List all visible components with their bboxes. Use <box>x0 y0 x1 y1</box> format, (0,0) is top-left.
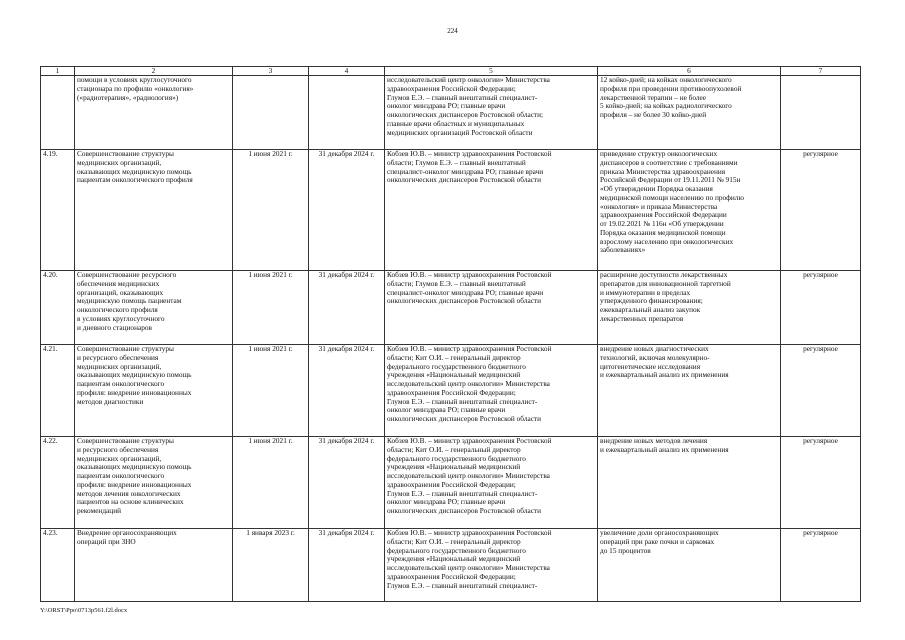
column-number: 6 <box>598 67 781 76</box>
document-path: Y:\ORST\Ppo\0713p561.f2l.docx <box>40 607 128 614</box>
start-date: 1 июня 2021 г. <box>233 271 309 345</box>
table-row <box>41 345 861 437</box>
table-row <box>41 76 861 150</box>
responsible: исследовательский центр онкологии» Министерства здравоохранения Российской Федерации; Глумов Е.Э. – главный внештатный специалист- онколог минздрава РО; главные врачи онкологических диспансеров Ростовской области; главные врачи областных и муниципальных медицинских организаций Ростовской области <box>385 76 598 150</box>
measure-title: Совершенствование структуры и ресурсного обеспечения медицинских организаций, оказывающих медицинскую помощь пациентам онкологического профиля: внедрение инновационных методов диагностики <box>75 345 233 437</box>
measure-title: Совершенствование структуры и ресурсного обеспечения медицинских организаций, оказывающих медицинскую помощь пациентам онкологического профиля: внедрение инновационных методов лечения онкологических пациентов на основе клинических рекомендаций <box>75 437 233 529</box>
expected-result: внедрение новых методов лечения и ежеквартальный анализ их применения <box>598 437 781 529</box>
page-number: 224 <box>447 27 458 35</box>
item-number <box>41 76 75 150</box>
column-number-row <box>41 67 861 76</box>
expected-result: приведение структур онкологических диспансеров в соответствие с требованиями приказа Министерства здравоохранения Российской Федерации от 19.11.2011 № 915н «Об утверждении Порядка оказания медицинской помощи населению по профилю «онкология» и приказа Министерства здравоохранения Российской Федерации от 19.02.2021 № 116н «Об утверждении Порядка оказания медицинской помощи взрослому населению при онкологических заболеваниях» <box>598 150 781 271</box>
measures-table <box>40 66 861 602</box>
expected-result: расширение доступности лекарственных препаратов для инновационной таргетной и иммунотерапии в пределах утвержденного финансирования; ежеквартальный анализ закупок лекарственных препаратов <box>598 271 781 345</box>
end-date: 31 декабря 2024 г. <box>309 150 385 271</box>
start-date: 1 июня 2021 г. <box>233 345 309 437</box>
responsible: Кобзев Ю.В. – министр здравоохранения Ростовской области; Кит О.И. – генеральный директор федерального государственного бюджетного учреждения «Национальный медицинский исследовательский центр онкологии» Министерства здравоохранения Российской Федерации; Глумов Е.Э. – главный внештатный специалист- <box>385 529 598 602</box>
start-date: 1 июня 2021 г. <box>233 437 309 529</box>
table-row <box>41 271 861 345</box>
expected-result: внедрение новых диагностических технологий, включая молекулярно- цитогенетические исследования и ежеквартальный анализ их применения <box>598 345 781 437</box>
end-date <box>309 76 385 150</box>
column-number: 1 <box>41 67 75 76</box>
column-number: 5 <box>385 67 598 76</box>
measure-title: Внедрение органосохраняющих операций при ЗНО <box>75 529 233 602</box>
column-number: 3 <box>233 67 309 76</box>
measure-title: Совершенствование ресурсного обеспечения медицинских организаций, оказывающих медицинскую помощь пациентам онкологического профиля в условиях круглосуточного и дневного стационаров <box>75 271 233 345</box>
item-number: 4.23. <box>41 529 75 602</box>
column-number: 4 <box>309 67 385 76</box>
start-date: 1 июня 2021 г. <box>233 150 309 271</box>
responsible: Кобзев Ю.В. – министр здравоохранения Ростовской области; Глумов Е.Э. – главный внештатный специалист-онколог минздрава РО; главные врачи онкологических диспансеров Ростовской области <box>385 271 598 345</box>
expected-result: увеличение доли органосохраняющих операций при раке почки и саркомах до 15 процентов <box>598 529 781 602</box>
periodicity: регулярное <box>781 271 861 345</box>
item-number: 4.20. <box>41 271 75 345</box>
table-row <box>41 150 861 271</box>
start-date: 1 января 2023 г. <box>233 529 309 602</box>
periodicity: регулярное <box>781 529 861 602</box>
periodicity <box>781 76 861 150</box>
column-number: 7 <box>781 67 861 76</box>
table-row <box>41 529 861 602</box>
column-number: 2 <box>75 67 233 76</box>
measure-title: помощи в условиях круглосуточного стационара по профилю «онкология» («радиотерапия», «радиология») <box>75 76 233 150</box>
end-date: 31 декабря 2024 г. <box>309 437 385 529</box>
item-number: 4.22. <box>41 437 75 529</box>
table-row <box>41 437 861 529</box>
end-date: 31 декабря 2024 г. <box>309 529 385 602</box>
end-date: 31 декабря 2024 г. <box>309 271 385 345</box>
item-number: 4.21. <box>41 345 75 437</box>
periodicity: регулярное <box>781 345 861 437</box>
responsible: Кобзев Ю.В. – министр здравоохранения Ростовской области; Глумов Е.Э. – главный внештатный специалист-онколог минздрава РО; главные врачи онкологических диспансеров Ростовской области <box>385 150 598 271</box>
periodicity: регулярное <box>781 150 861 271</box>
measure-title: Совершенствование структуры медицинских организаций, оказывающих медицинскую помощь пациентам онкологического профиля <box>75 150 233 271</box>
end-date: 31 декабря 2024 г. <box>309 345 385 437</box>
responsible: Кобзев Ю.В. – министр здравоохранения Ростовской области; Кит О.И. – генеральный директор федерального государственного бюджетного учреждения «Национальный медицинский исследовательский центр онкологии» Министерства здравоохранения Российской Федерации; Глумов Е.Э. – главный внештатный специалист- онколог минздрава РО; главные врачи онкологических диспансеров Ростовской области <box>385 345 598 437</box>
responsible: Кобзев Ю.В. – министр здравоохранения Ростовской области; Кит О.И. – генеральный директор федерального государственного бюджетного учреждения «Национальный медицинский исследовательский центр онкологии» Министерства здравоохранения Российской Федерации; Глумов Е.Э. – главный внештатный специалист- онколог минздрава РО; главные врачи онкологических диспансеров Ростовской области <box>385 437 598 529</box>
item-number: 4.19. <box>41 150 75 271</box>
start-date <box>233 76 309 150</box>
periodicity: регулярное <box>781 437 861 529</box>
expected-result: 12 койко-дней; на койках онкологического профиля при проведении противоопухолевой лекарственной терапии – не более 5 койко-дней; на койках радиологического профиля – не более 30 койко-дней <box>598 76 781 150</box>
